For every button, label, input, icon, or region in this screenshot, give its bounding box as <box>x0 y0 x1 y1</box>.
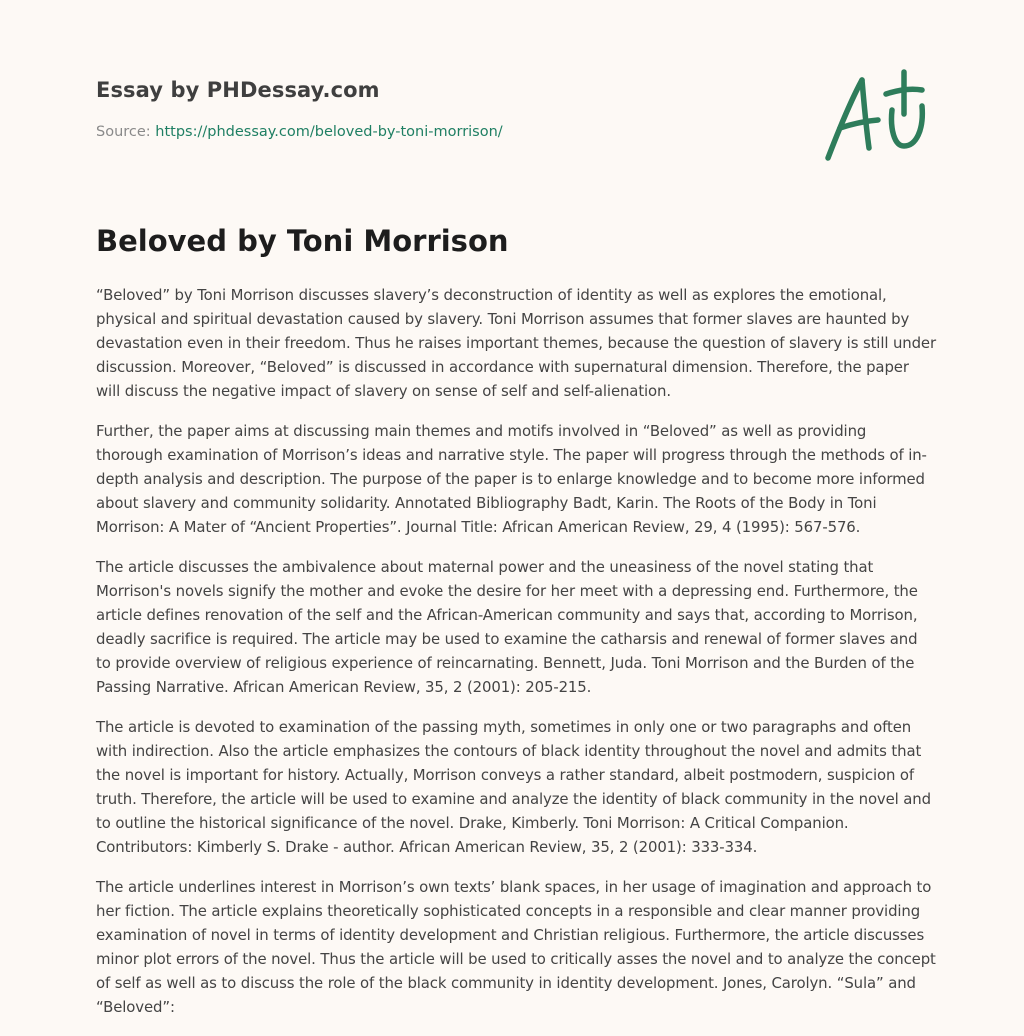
source-link[interactable]: https://phdessay.com/beloved-by-toni-morrison/ <box>155 124 503 140</box>
paragraph: “Beloved” by Toni Morrison discusses slavery’s deconstruction of identity as well as explores the emotional, physical and spiritual devastation caused by slavery. Toni Morrison assumes that former slaves are haunted by devastation even in their freedom. Thus he raises important themes, because the question of slavery is still under discussion. Moreover, “Beloved” is discussed in accordance with supernatural dimension. Therefore, the paper will discuss the negative impact of slavery on sense of self and self-alienation. <box>96 286 936 400</box>
source-line <box>96 124 503 140</box>
paragraph: The article underlines interest in Morrison’s own texts’ blank spaces, in her usage of imagination and approach to her fiction. The article explains theoretically sophisticated concepts in a responsible and clear manner providing examination of novel in terms of identity development and Christian religious. Furthermore, the article discusses minor plot errors of the novel. Thus the article will be used to critically asses the novel and to analyze the concept of self as well as to discuss the role of the black community in identity development. Jones, Carolyn. “Sula” and “Beloved”: <box>96 878 936 1016</box>
paragraph: Further, the paper aims at discussing main themes and motifs involved in “Beloved” as well as providing thorough examination of Morrison’s ideas and narrative style. The paper will progress through the methods of in-depth analysis and description. The purpose of the paper is to enlarge knowledge and to become more informed about slavery and community solidarity. Annotated Bibliography Badt, Karin. The Roots of the Body in Toni Morrison: A Mater of “Ancient Properties”. Journal Title: African American Review, 29, 4 (1995): 567-576. <box>96 422 927 536</box>
a-plus-logo-icon <box>822 66 932 166</box>
paragraph: The article discusses the ambivalence about maternal power and the uneasiness of the novel stating that Morrison's novels signify the mother and evoke the desire for her meet with a depressing end. Furthermore, the article defines renovation of the self and the African-American community and says that, according to Morrison, deadly sacrifice is required. The article may be used to examine the catharsis and renewal of former slaves and to provide overview of religious experience of reincarnating. Bennett, Juda. Toni Morrison and the Burden of the Passing Narrative. African American Review, 35, 2 (2001): 205-215. <box>96 558 918 696</box>
source-label: Source: <box>96 124 151 140</box>
paragraph: The article is devoted to examination of the passing myth, sometimes in only one or two paragraphs and often with indirection. Also the article emphasizes the contours of black identity throughout the novel and admits that the novel is important for history. Actually, Morrison conveys a rather standard, albeit postmodern, suspicion of truth. Therefore, the article will be used to examine and analyze the identity of black community in the novel and to outline the historical significance of the novel. Drake, Kimberly. Toni Morrison: A Critical Companion. Contributors: Kimberly S. Drake - author. African American Review, 35, 2 (2001): 333-334. <box>96 718 931 856</box>
essay-body <box>96 283 936 1035</box>
document-title: Beloved by Toni Morrison <box>96 224 509 258</box>
site-title: Essay by PHDessay.com <box>96 78 380 102</box>
